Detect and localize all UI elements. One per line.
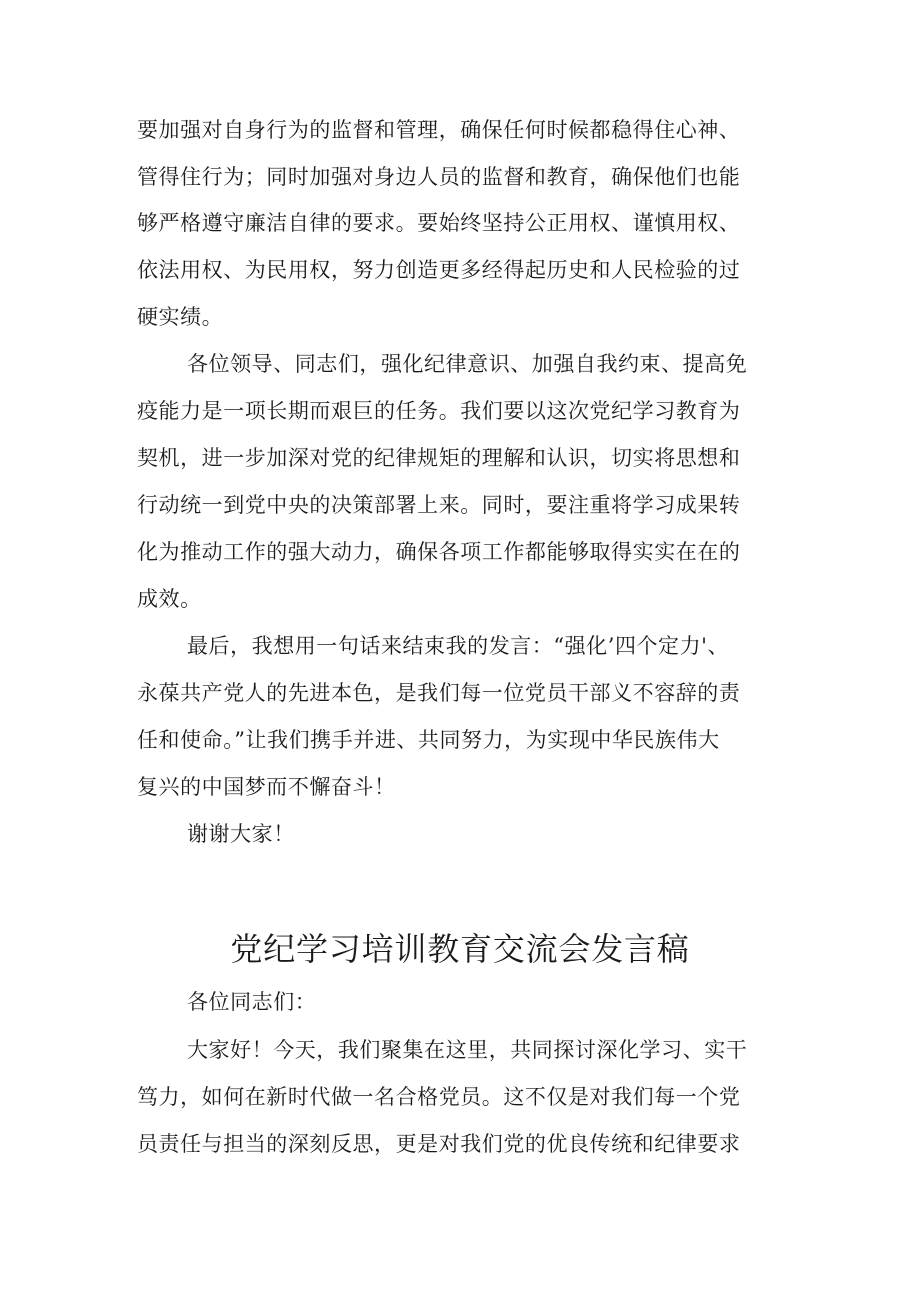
text-line: 行动统一到党中央的决策部署上来。同时，要注重将学习成果转 bbox=[137, 493, 741, 517]
text-line: 复兴的中国梦而不懈奋斗！ bbox=[137, 775, 396, 799]
document-title: 党纪学习培训教育交流会发言稿 bbox=[230, 930, 690, 968]
text-line: 管得住行为；同时加强对身边人员的监督和教育，确保他们也能 bbox=[137, 165, 741, 189]
paragraph-start-line: 最后，我想用一句话来结束我的发言：“强化’四个定力'、 bbox=[187, 634, 730, 658]
text-line: 任和使命。”让我们携手并进、共同努力，为实现中华民族伟大 bbox=[137, 728, 720, 752]
paragraph-start-line: 各位领导、同志们，强化纪律意识、加强自我约束、提高免 bbox=[187, 352, 748, 376]
text-line: 员责任与担当的深刻反思，更是对我们党的优良传统和纪律要求 bbox=[137, 1132, 741, 1156]
text-line: 永葆共产党人的先进本色，是我们每一位党员干部义不容辞的责 bbox=[137, 681, 741, 705]
text-line: 要加强对自身行为的监督和管理，确保任何时候都稳得住心神、 bbox=[137, 118, 741, 142]
text-line: 契机，进一步加深对党的纪律规矩的理解和认识，切实将思想和 bbox=[137, 446, 741, 470]
text-line: 笃力，如何在新时代做一名合格党员。这不仅是对我们每一个党 bbox=[137, 1085, 741, 1109]
text-line: 硬实绩。 bbox=[137, 305, 224, 329]
text-line: 依法用权、为民用权，努力创造更多经得起历史和人民检验的过 bbox=[137, 258, 741, 282]
text-line: 成效。 bbox=[137, 587, 202, 611]
text-line: 化为推动工作的强大动力，确保各项工作都能够取得实实在在的 bbox=[137, 540, 741, 564]
paragraph-start-line: 大家好！今天，我们聚集在这里，共同探讨深化学习、实干 bbox=[187, 1038, 748, 1062]
salutation-line: 各位同志们： bbox=[187, 990, 317, 1014]
closing-line: 谢谢大家！ bbox=[187, 822, 295, 846]
text-line: 疫能力是一项长期而艰巨的任务。我们要以这次党纪学习教育为 bbox=[137, 399, 741, 423]
text-line: 够严格遵守廉洁自律的要求。要始终坚持公正用权、谨慎用权、 bbox=[137, 211, 741, 235]
